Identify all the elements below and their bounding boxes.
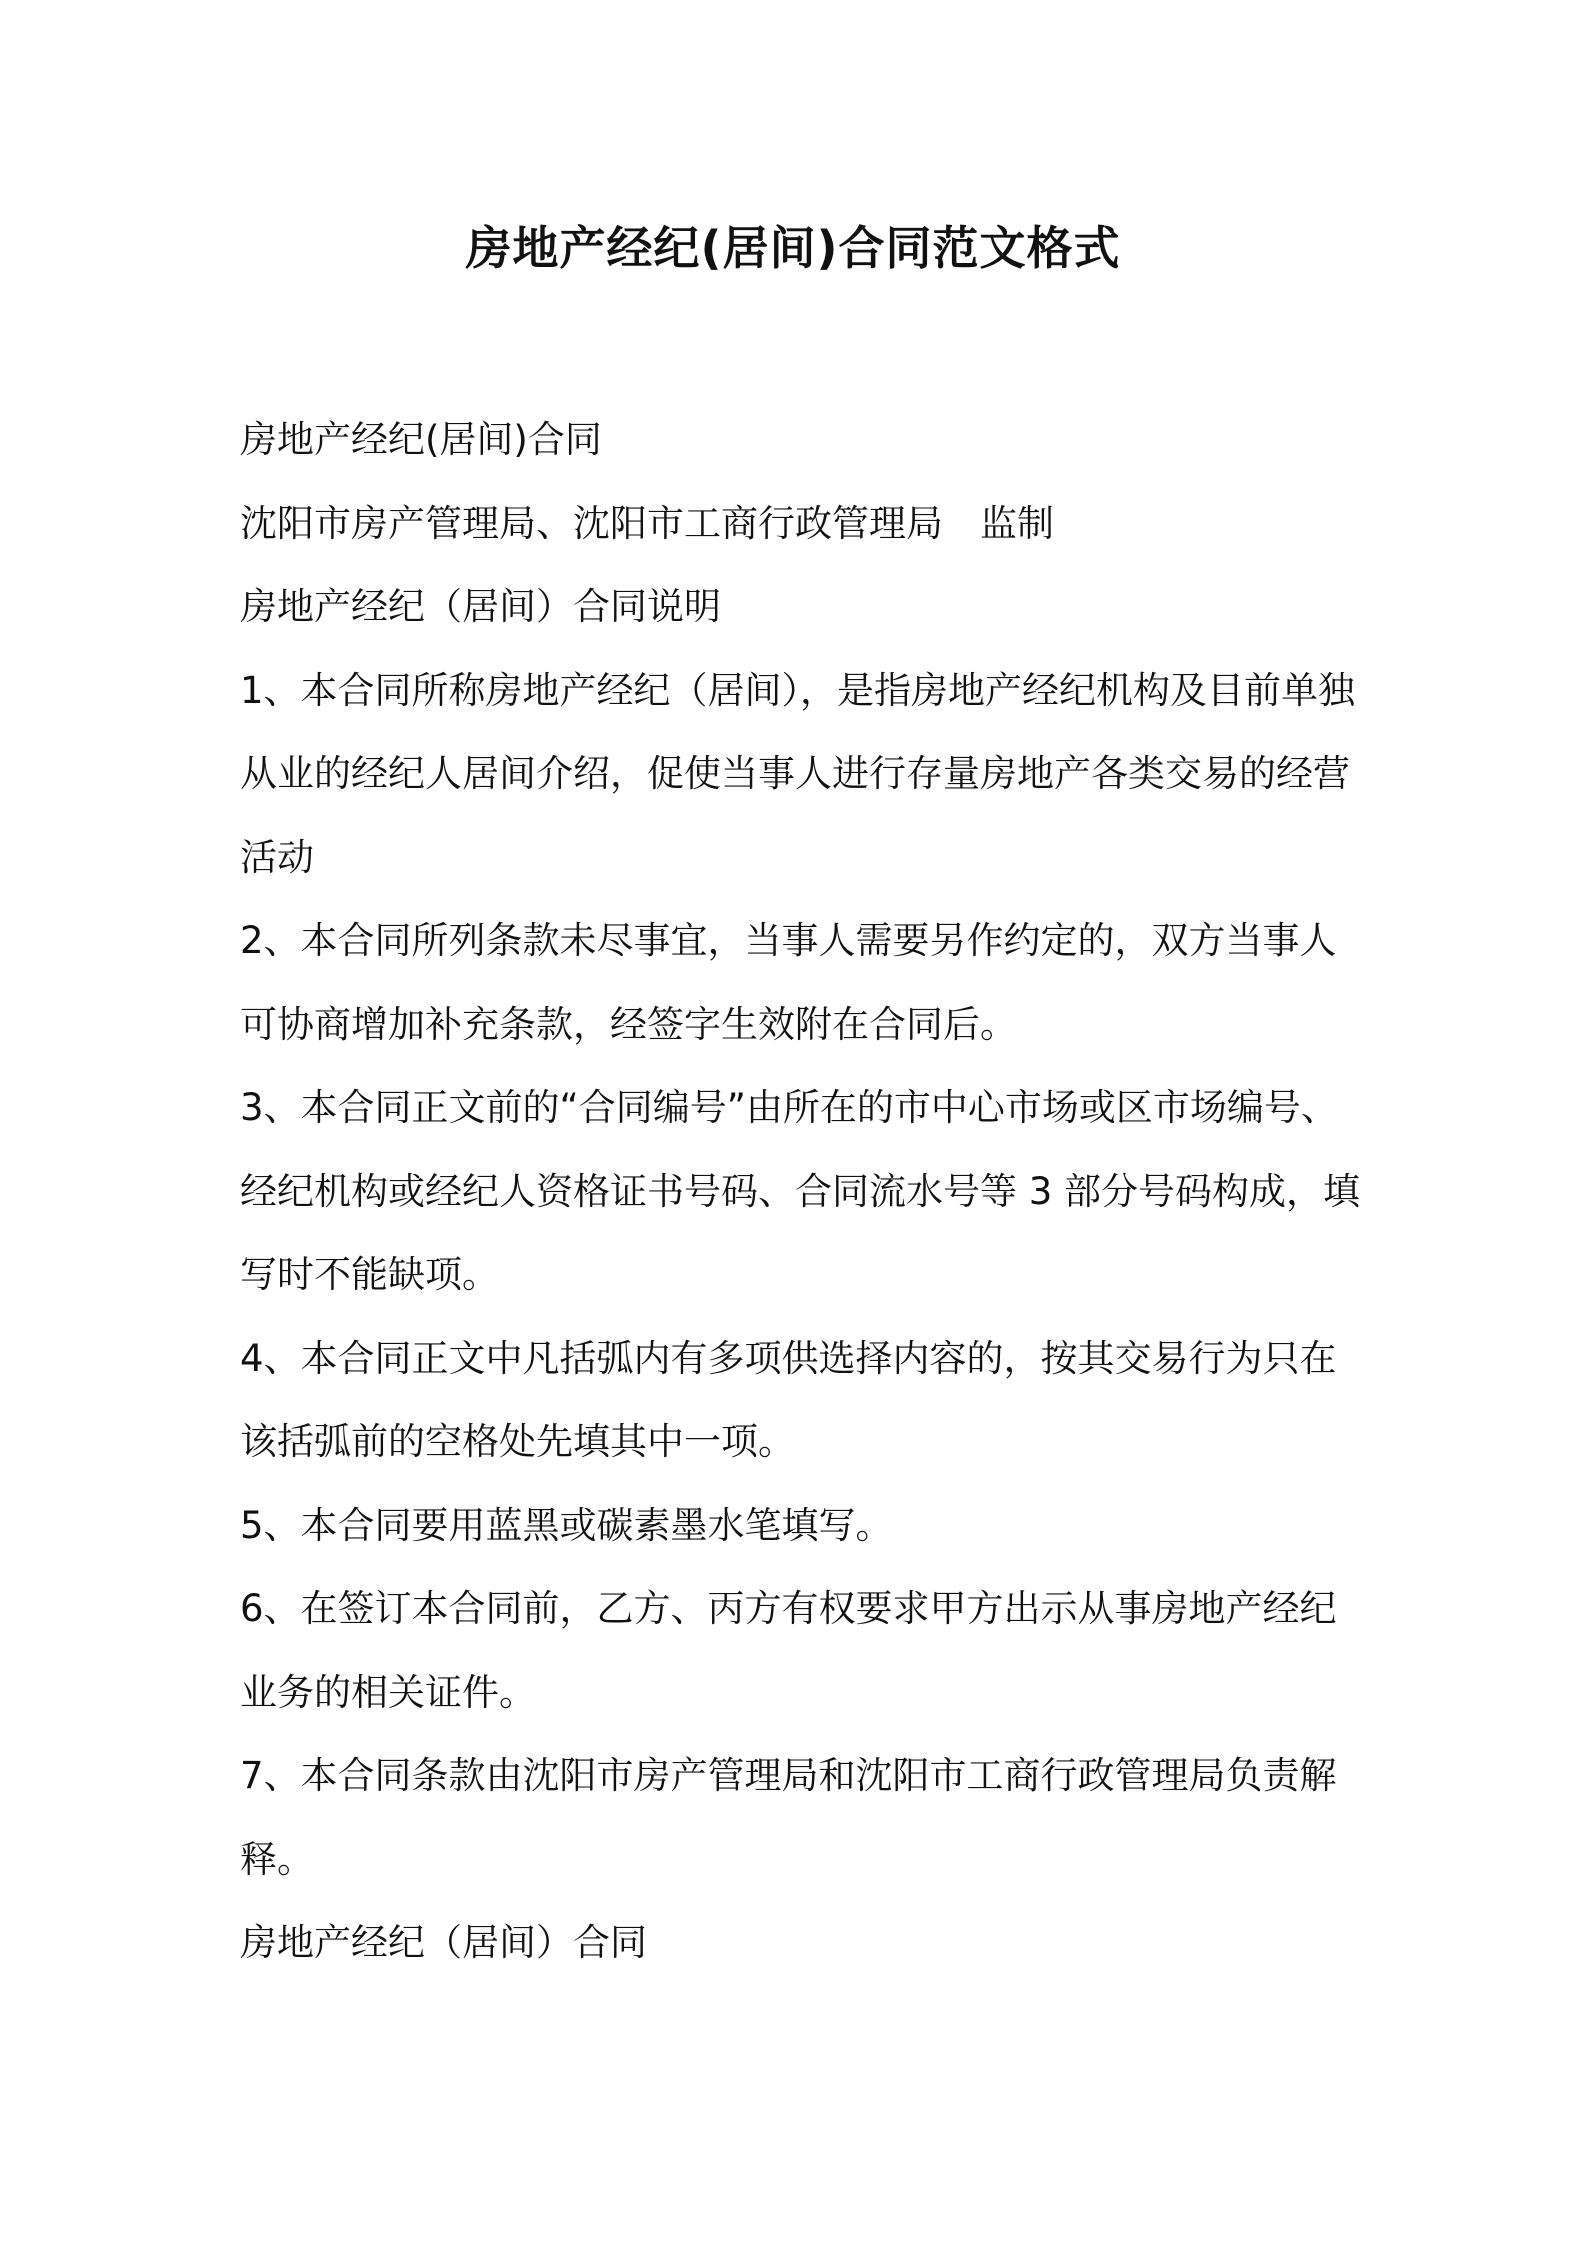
text-line: 释。: [240, 1837, 314, 1881]
text-line: 该括弧前的空格处先填其中一项。: [240, 1420, 795, 1463]
text-line: 1、本合同所称房地产经纪（居间），是指房地产经纪机构及目前单独: [240, 668, 1356, 712]
list-item-5: [240, 1484, 1370, 1568]
list-item-4: [240, 1317, 1370, 1484]
text-line: 沈阳市房产管理局、沈阳市工商行政管理局 监制: [240, 501, 1054, 545]
text-line: 写时不能缺项。: [240, 1253, 499, 1296]
text-line: 可协商增加补充条款，经签字生效附在合同后。: [240, 1002, 1017, 1046]
text-line: 房地产经纪（居间）合同说明: [240, 585, 721, 628]
text-line: 从业的经纪人居间介绍，促使当事人进行存量房地产各类交易的经营: [240, 752, 1350, 795]
text-line: 业务的相关证件。: [240, 1670, 536, 1714]
text-line: 经纪机构或经纪人资格证书号码、合同流水号等 3 部分号码构成，填: [240, 1169, 1361, 1213]
document-title: 房地产经纪(居间)合同范文格式: [465, 221, 1121, 275]
text-line: 5、本合同要用蓝黑或碳素墨水笔填写。: [240, 1503, 893, 1547]
text-line: 6、在签订本合同前，乙方、丙方有权要求甲方出示从事房地产经纪: [240, 1587, 1337, 1630]
text-line: 活动: [240, 835, 314, 879]
supervisor-line: [240, 482, 1370, 566]
list-item-7: [240, 1734, 1370, 1901]
text-line: 4、本合同正文中凡括弧内有多项供选择内容的，按其交易行为只在: [240, 1336, 1337, 1380]
list-item-6: [240, 1567, 1370, 1734]
text-line: 3、本合同正文前的“合同编号”由所在的市中心市场或区市场编号、: [240, 1086, 1338, 1129]
contract-heading: [240, 398, 1370, 482]
text-line: 2、本合同所列条款未尽事宜，当事人需要另作约定的，双方当事人: [240, 919, 1337, 962]
list-item-1: [240, 649, 1370, 900]
text-line: 房地产经纪(居间)合同: [240, 418, 602, 461]
text-line: 7、本合同条款由沈阳市房产管理局和沈阳市工商行政管理局负责解: [240, 1754, 1337, 1797]
explanation-heading: [240, 565, 1370, 649]
list-item-2: [240, 899, 1370, 1066]
closing-heading: [240, 1901, 1370, 1985]
document-body: [240, 398, 1370, 1985]
list-item-3: [240, 1066, 1370, 1317]
text-line: 房地产经纪（居间）合同: [240, 1921, 647, 1964]
